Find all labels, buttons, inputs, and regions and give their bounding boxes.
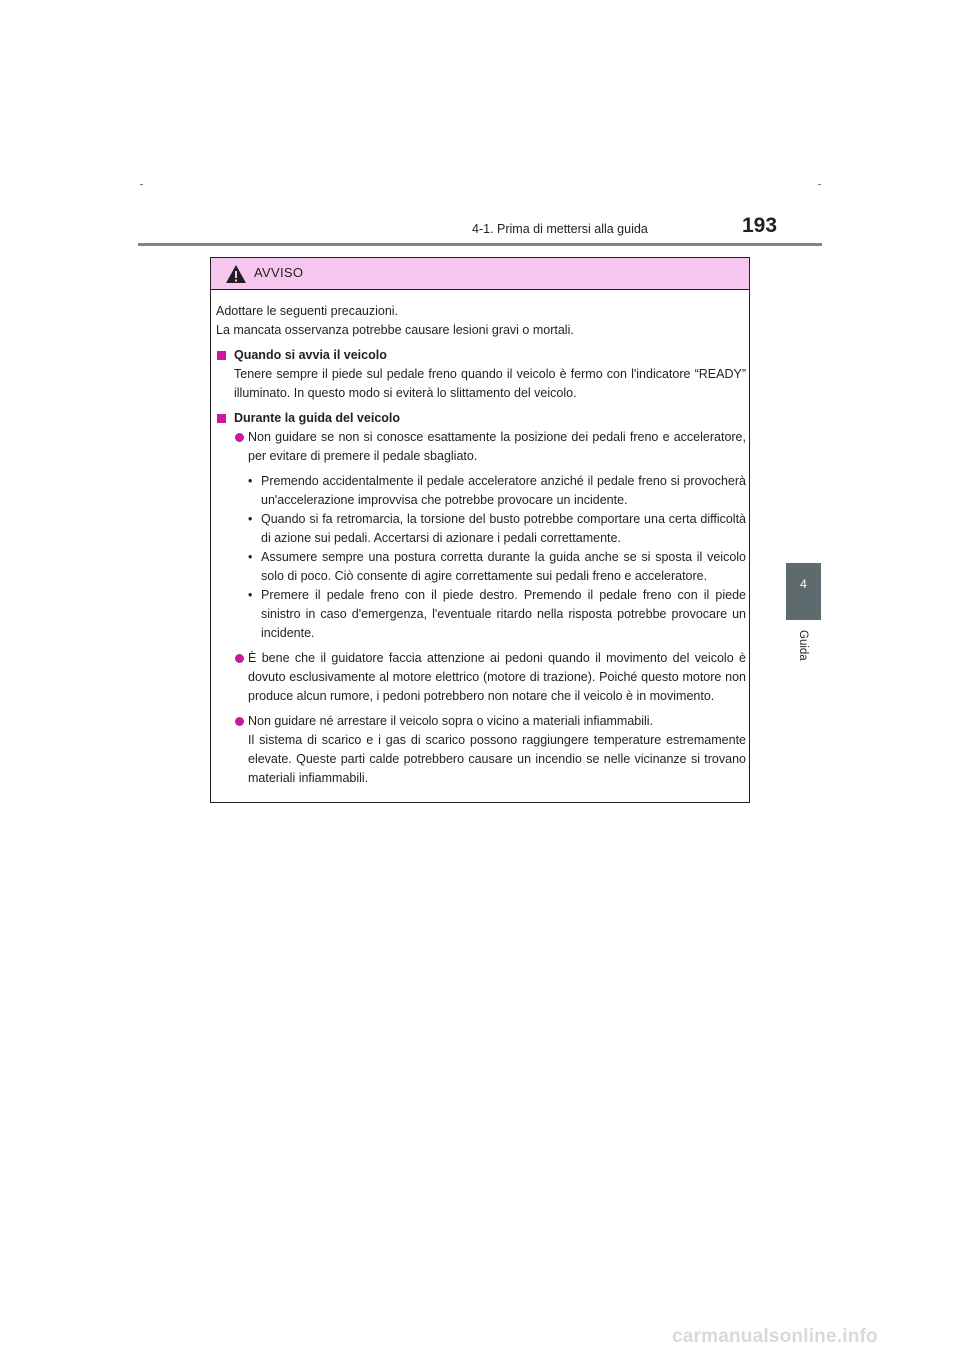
section-heading-start [216, 346, 746, 365]
bullet-text: Non guidare se non si conosce esattamente la posizione dei pedali freno e acceleratore, per evitare di premere il pedale sbagliato. [248, 430, 746, 463]
warning-header [211, 258, 749, 290]
warning-title: AVVISO [254, 265, 304, 280]
bullet-text: È bene che il guidatore faccia attenzione ai pedoni quando il movimento del veicolo è dovuto esclusivamente al motore elettrico (motore di trazione). Poiché questo motore non produce alcun rumore, i pedoni potrebbero non notare che il veicolo è in movimento. [248, 651, 746, 703]
page-number: 193 [742, 214, 778, 237]
circle-bullet-icon [235, 654, 244, 663]
circle-bullet-icon [235, 433, 244, 442]
section-text: Tenere sempre il piede sul pedale freno quando il veicolo è fermo con l'indicatore “READY” illuminato. In questo modo si eviterà lo slittamento del veicolo. [234, 367, 746, 400]
sub-item: • Premendo accidentalmente il pedale acceleratore anziché il pedale freno si provocherà un'accelerazione improvvisa che potrebbe provocare un incidente. [248, 474, 746, 507]
bullet-continuation [216, 731, 746, 788]
header-rule [138, 243, 822, 246]
circle-bullet-icon [235, 717, 244, 726]
intro-line-2: La mancata osservanza potrebbe causare lesioni gravi o mortali. [216, 323, 574, 337]
sub-item-text: Quando si fa retromarcia, la torsione del busto potrebbe comportare una certa difficoltà di azione sui pedali. Accertarsi di azionare i pedali correttamente. [261, 512, 746, 545]
bullet-item [216, 712, 746, 731]
watermark: carmanualsonline.info [672, 1326, 878, 1347]
crop-mark-right [818, 184, 821, 185]
intro-line-1: Adottare le seguenti precauzioni. [216, 304, 399, 318]
warning-box [210, 257, 750, 803]
warning-body [216, 302, 746, 794]
crop-mark-left [140, 184, 143, 185]
chapter-label-text: Guida [797, 630, 809, 661]
chapter-tab[interactable] [786, 563, 821, 620]
square-bullet-icon [217, 414, 226, 423]
bullet-item [216, 428, 746, 466]
bullet-text: Non guidare né arrestare il veicolo sopra o vicino a materiali infiammabili. [248, 714, 654, 728]
sub-item-text: Premendo accidentalmente il pedale acceleratore anziché il pedale freno si provocherà un'accelerazione improvvisa che potrebbe provocare un incidente. [261, 474, 746, 507]
sub-item: • Premere il pedale freno con il piede destro. Premendo il pedale freno con il piede sinistro in caso d'emergenza, l'eventuale ritardo nella risposta potrebbe provocare un incidente. [248, 588, 746, 640]
sub-list [216, 472, 746, 643]
sub-item-text: Premere il pedale freno con il piede destro. Premendo il pedale freno con il piede sinistro in caso d'emergenza, l'eventuale ritardo nella risposta potrebbe provocare un incidente. [261, 588, 746, 640]
sub-item: • Quando si fa retromarcia, la torsione del busto potrebbe comportare una certa difficoltà di azione sui pedali. Accertarsi di azionare i pedali correttamente. [248, 512, 746, 545]
sub-item-text: Assumere sempre una postura corretta durante la guida anche se si sposta il veicolo solo di poco. Ciò consente di agire correttamente sui pedali freno e acceleratore. [261, 550, 746, 583]
warning-triangle-icon [225, 264, 247, 284]
chapter-number: 4 [800, 577, 807, 591]
sub-item: • Assumere sempre una postura corretta durante la guida anche se si sposta il veicolo solo di poco. Ciò consente di agire correttamente sui pedali freno e acceleratore. [248, 550, 746, 583]
section-heading-driving [216, 409, 746, 428]
section-heading-text: Quando si avvia il veicolo [234, 348, 387, 362]
square-bullet-icon [217, 351, 226, 360]
section-heading-text: Durante la guida del veicolo [234, 411, 401, 425]
section-title: 4-1. Prima di mettersi alla guida [472, 222, 648, 236]
bullet-item [216, 649, 746, 706]
bullet-text: Il sistema di scarico e i gas di scarico possono raggiungere temperature estremamente elevate. Queste parti calde potrebbero causare un incendio se nelle vicinanze si trovano materiali infiammabili. [248, 733, 746, 785]
